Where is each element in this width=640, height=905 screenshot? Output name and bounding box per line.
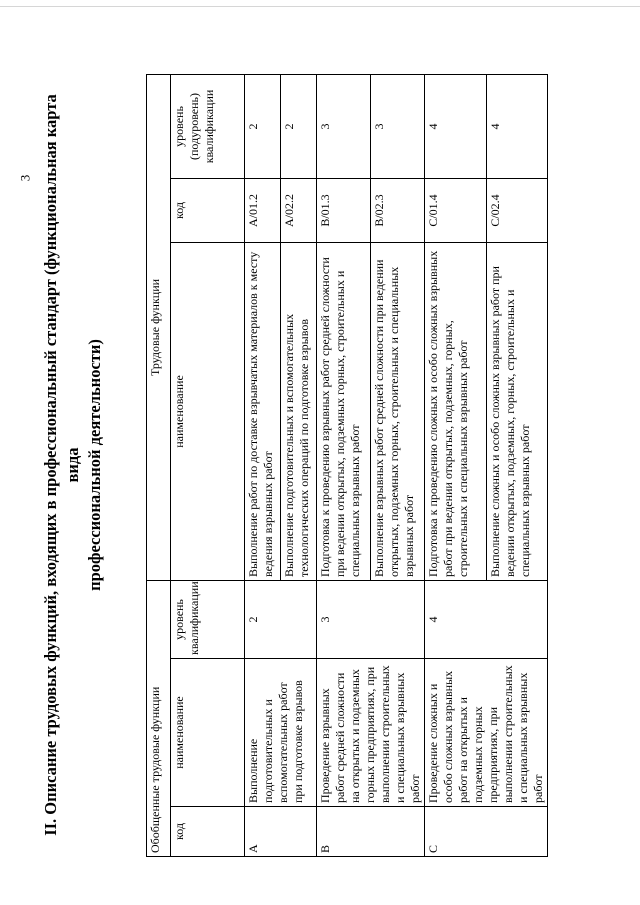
function-c02-code: C/02.4 <box>486 178 548 242</box>
header-labor-functions: Трудовые функции <box>147 74 171 580</box>
header-name: наименование <box>171 659 245 807</box>
function-a01-level: 2 <box>245 74 281 178</box>
function-a01-name: Выполнение работ по доставке взрывчатых материалов к месту ведения взрывных работ <box>245 242 281 580</box>
row-b-level: 3 <box>317 580 425 658</box>
function-b01-level: 3 <box>317 74 371 178</box>
header-function-name: наименование <box>171 242 245 580</box>
function-b01-code: B/01.3 <box>317 178 371 242</box>
function-a02-name: Выполнение подготовительных и вспомогательных технологических операций по подготовке взрывов <box>281 242 317 580</box>
title-line-2: профессиональной деятельности) <box>85 339 104 591</box>
function-c01-name: Подготовка к проведению сложных и особо сложных взрывных работ при ведении открытых, подземных, горных, строительных и специальных взрывных работ <box>425 242 487 580</box>
function-a02-level: 2 <box>281 74 317 178</box>
header-code: код <box>171 807 245 857</box>
functional-map-table <box>146 74 548 857</box>
function-c01-code: C/01.4 <box>425 178 487 242</box>
title-line-1: II. Описание трудовых функций, входящих в профессиональный стандарт (функциональная карта вида <box>41 94 82 836</box>
section-title <box>40 85 106 845</box>
function-c01-level: 4 <box>425 74 487 178</box>
header-level: уровень квалификации <box>171 580 245 658</box>
header-generalized: Обобщенные трудовые функции <box>147 580 171 856</box>
function-c02-level: 4 <box>486 74 548 178</box>
function-b01-name: Подготовка к проведению взрывных работ средней сложности при ведении открытых, подземных горных, строительных и специальных взрывных работ <box>317 242 371 580</box>
function-b02-name: Выполнение взрывных работ средней сложности при ведении открытых, подземных горных, строительных и специальных взрывных работ <box>371 242 425 580</box>
row-c-name: Проведение сложных и особо сложных взрывных работ на открытых и подземных горных предприятиях, при выполнении строительных и специальных взрывных работ <box>425 659 548 807</box>
function-c02-name: Выполнение сложных и особо сложных взрывных работ при ведении открытых, подземных, горных, строительных и специальных взрывных работ <box>486 242 548 580</box>
function-a01-code: A/01.2 <box>245 178 281 242</box>
row-b-code: B <box>317 807 425 857</box>
row-c-code: C <box>425 807 548 857</box>
header-function-code: код <box>171 178 245 242</box>
row-a-code: A <box>245 807 317 857</box>
top-rule <box>0 6 640 7</box>
rotated-sheet <box>40 65 600 865</box>
row-a-name: Выполнение подготовительных и вспомогательных работ при подготовке взрывов <box>245 659 317 807</box>
row-b-name: Проведение взрывных работ средней сложности на открытых и подземных горных предприятиях, при выполнении строительных и специальных взрывных работ <box>317 659 425 807</box>
row-a-level: 2 <box>245 580 317 658</box>
function-b02-level: 3 <box>371 74 425 178</box>
row-c-level: 4 <box>425 580 548 658</box>
header-function-level: уровень (подуровень) квалификации <box>171 74 245 178</box>
function-b02-code: B/02.3 <box>371 178 425 242</box>
function-a02-code: A/02.2 <box>281 178 317 242</box>
page-number: 3 <box>17 174 33 182</box>
